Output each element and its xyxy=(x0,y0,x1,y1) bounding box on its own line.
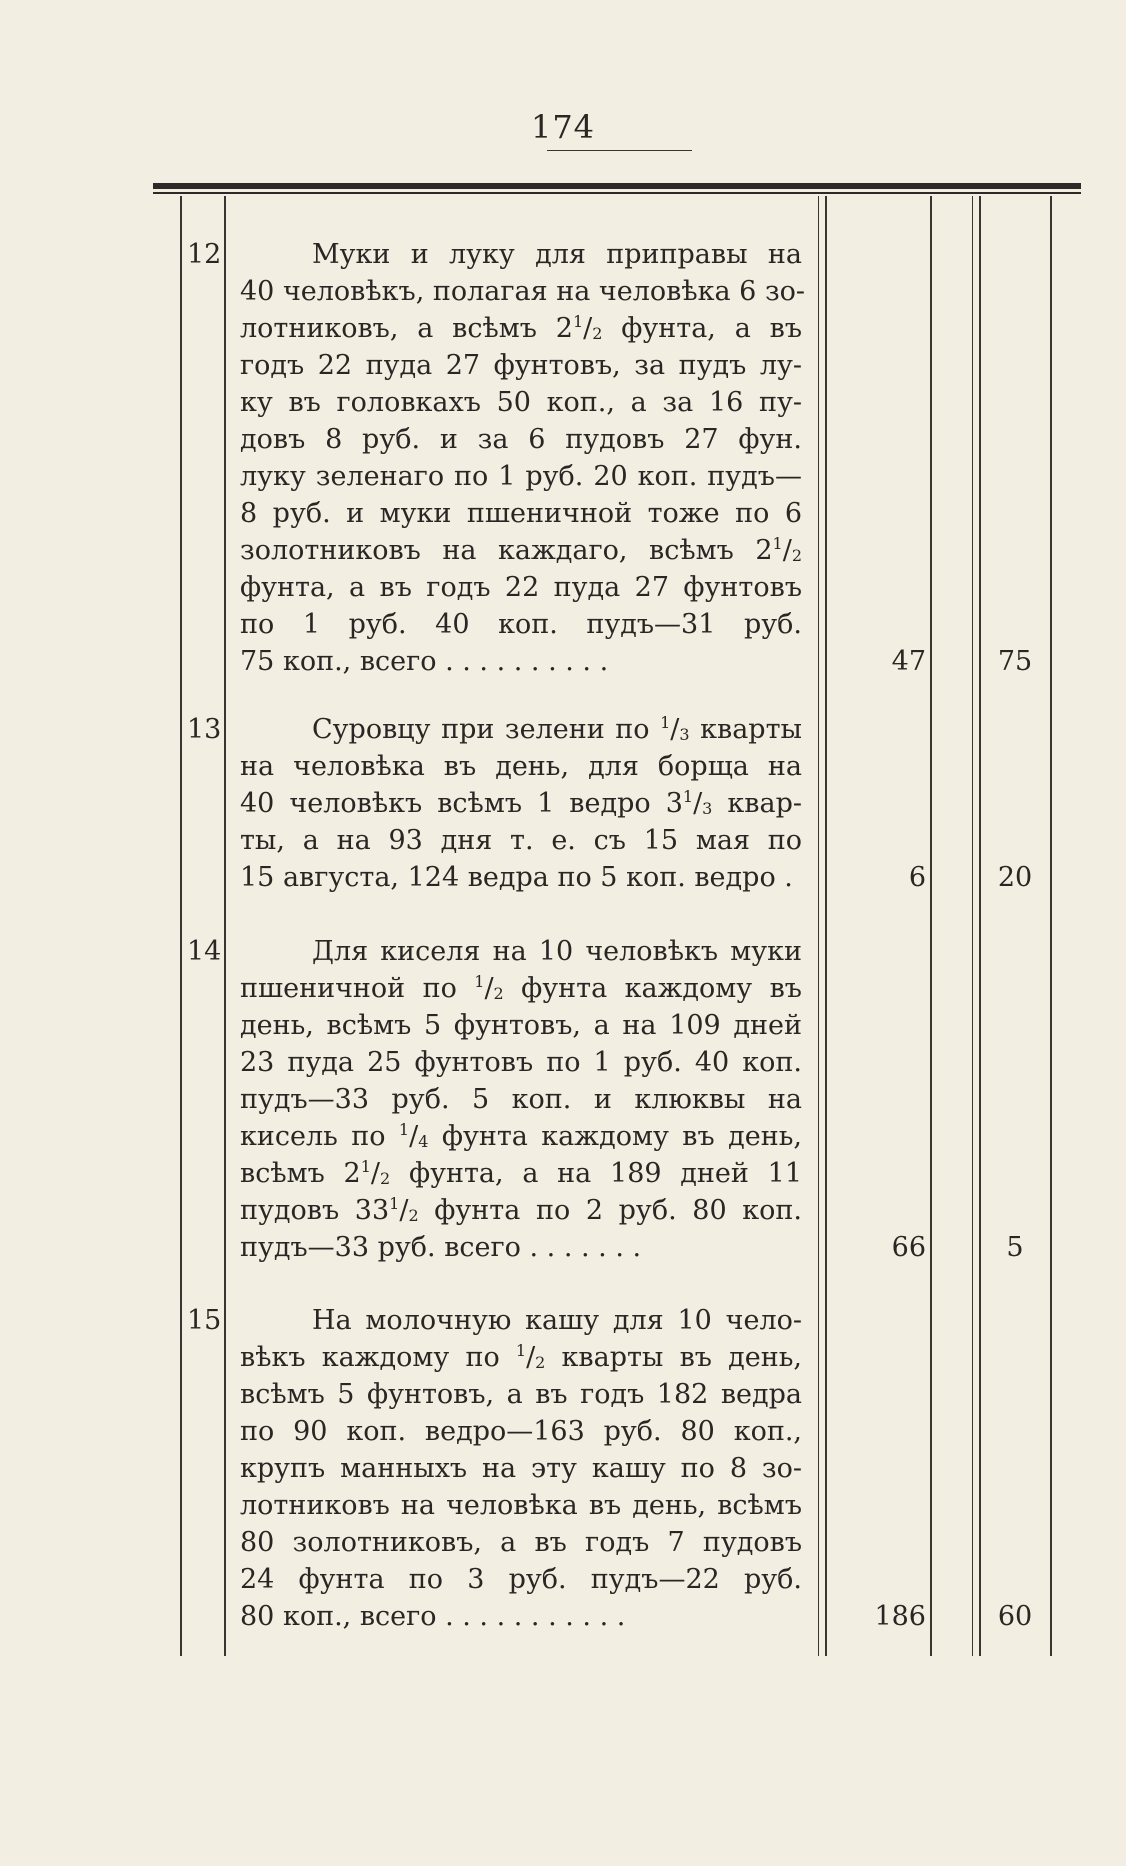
entry-line: пудовъ $33^1/_2$ фунта по 2 руб. 80 коп. xyxy=(240,1194,802,1226)
table-top-rule xyxy=(153,183,1081,189)
amount-rubles: 186 xyxy=(874,1601,926,1632)
entry-line: Суровцу при зелени по $^1/_3$ кварты xyxy=(312,713,803,745)
entry-line: кисель по $^1/_4$ фунта каждому въ день, xyxy=(240,1120,802,1152)
entry-description xyxy=(240,711,802,896)
entry-number: 13 xyxy=(187,714,222,745)
entry-line: Муки и луку для приправы на xyxy=(312,239,802,270)
entry-line: день, всѣмъ 5 фунтовъ, а на 109 дней xyxy=(240,1010,802,1041)
entry-line: крупъ манныхъ на эту кашу по 8 зо- xyxy=(240,1453,802,1484)
entry-line: годъ 22 пуда 27 фунтовъ, за пудъ лу- xyxy=(240,350,802,381)
entry-line: ты, а на 93 дня т. е. съ 15 мая по xyxy=(240,825,802,856)
entry-line: 23 пуда 25 фунтовъ по 1 руб. 40 коп. xyxy=(240,1047,802,1078)
entry-line: на человѣка въ день, для борща на xyxy=(240,751,802,782)
page-number: 174 xyxy=(530,108,596,146)
amount-kopecks: 60 xyxy=(997,1601,1033,1632)
entry-description xyxy=(240,1302,802,1635)
entry-number: 14 xyxy=(187,936,222,967)
entry-line: всѣмъ $2^1/_2$ фунта, а на 189 дней 11 xyxy=(240,1157,802,1189)
amount-rubles: 66 xyxy=(891,1232,926,1263)
entry-line: На молочную кашу для 10 чело- xyxy=(312,1305,802,1336)
amount-rubles: 47 xyxy=(891,646,926,677)
entry-line: лотниковъ, а всѣмъ $2^1/_2$ фунта, а въ xyxy=(240,312,803,344)
entry-line: 8 руб. и муки пшеничной тоже по 6 xyxy=(240,498,802,529)
entry-line: Для киселя на 10 человѣкъ муки xyxy=(312,936,802,967)
entry-description xyxy=(240,933,802,1266)
entry-line: всѣмъ 5 фунтовъ, а въ годъ 182 ведра xyxy=(240,1379,802,1410)
entry-line: 15 августа, 124 ведра по 5 коп. ведро . xyxy=(240,862,793,893)
table-top-rule-thin xyxy=(153,192,1081,194)
entry-line: 40 человѣкъ всѣмъ 1 ведро $3^1/_3$ квар- xyxy=(240,787,802,819)
page-number-rule xyxy=(547,150,692,151)
amount-rubles: 6 xyxy=(908,862,926,893)
entry-line: вѣкъ каждому по $^1/_2$ кварты въ день, xyxy=(240,1341,802,1373)
entry-line: золотниковъ на каждаго, всѣмъ $2^1/_2$ xyxy=(240,534,802,566)
amount-kopecks: 5 xyxy=(1006,1232,1024,1263)
entry-line: 24 фунта по 3 руб. пудъ—22 руб. xyxy=(240,1564,802,1595)
entry-description xyxy=(240,236,806,680)
entry-line: ку въ головкахъ 50 коп., а за 16 пу- xyxy=(240,387,802,418)
entry-line: 40 человѣкъ, полагая на человѣка 6 зо- xyxy=(240,276,806,307)
entry-line: пшеничной по $^1/_2$ фунта каждому въ xyxy=(240,972,802,1004)
amount-kopecks: 75 xyxy=(997,646,1033,677)
column-rule xyxy=(979,196,981,1656)
entry-number: 12 xyxy=(187,239,222,270)
column-rule xyxy=(224,196,226,1656)
entry-line: по 1 руб. 40 коп. пудъ—31 руб. xyxy=(240,609,802,640)
entry-line: луку зеленаго по 1 руб. 20 коп. пудъ— xyxy=(240,461,802,492)
column-rule xyxy=(1050,196,1052,1656)
column-rule xyxy=(930,196,932,1656)
entry-line: довъ 8 руб. и за 6 пудовъ 27 фун. xyxy=(240,424,802,455)
column-rule xyxy=(825,196,827,1656)
column-rule xyxy=(972,196,973,1656)
entry-line: 75 коп., всего . . . . . . . . . . xyxy=(240,646,609,677)
amount-kopecks: 20 xyxy=(997,862,1033,893)
entry-line: пудъ—33 руб. всего . . . . . . . xyxy=(240,1232,642,1263)
entry-number: 15 xyxy=(187,1305,222,1336)
entry-line: 80 коп., всего . . . . . . . . . . . xyxy=(240,1601,626,1632)
entry-line: по 90 коп. ведро—163 руб. 80 коп., xyxy=(240,1416,802,1447)
entry-line: пудъ—33 руб. 5 коп. и клюквы на xyxy=(240,1084,802,1115)
column-rule xyxy=(818,196,819,1656)
column-rule xyxy=(180,196,182,1656)
entry-line: лотниковъ на человѣка въ день, всѣмъ xyxy=(240,1490,802,1521)
entry-line: 80 золотниковъ, а въ годъ 7 пудовъ xyxy=(240,1527,802,1558)
entry-line: фунта, а въ годъ 22 пуда 27 фунтовъ xyxy=(240,572,802,603)
